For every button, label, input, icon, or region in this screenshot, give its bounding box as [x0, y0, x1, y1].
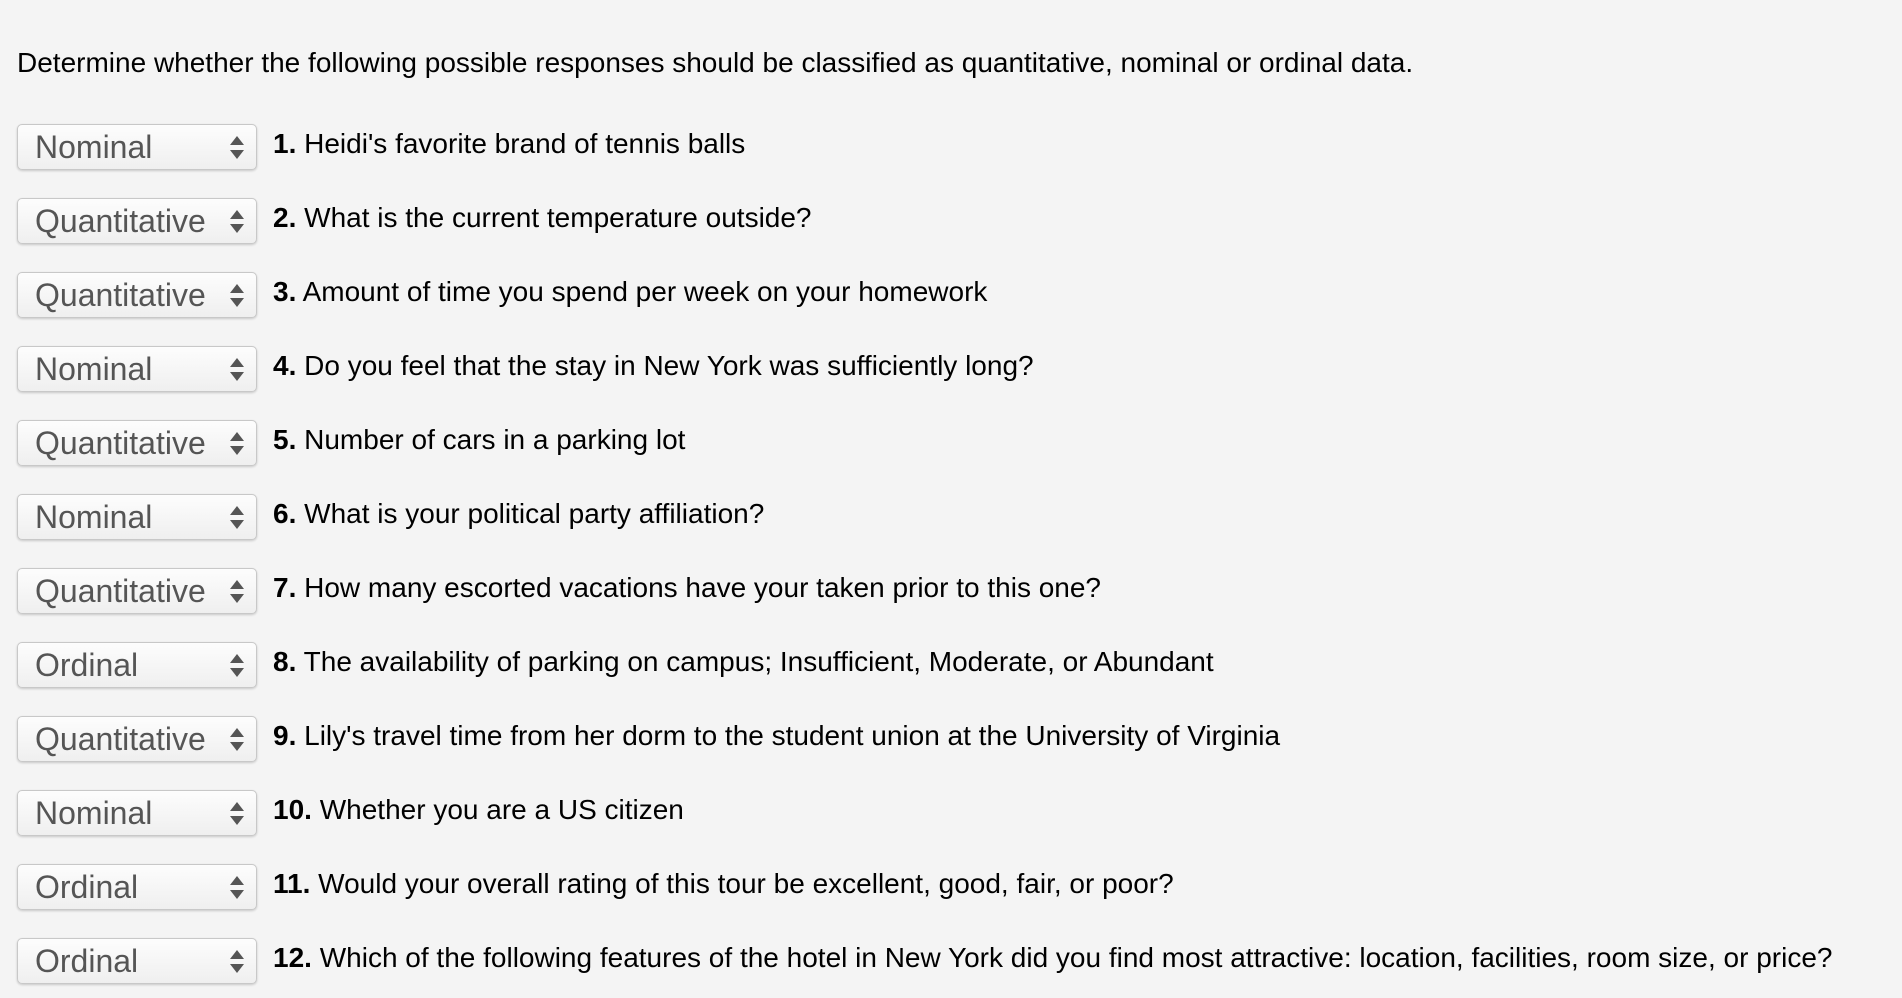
question-text: [273, 275, 987, 309]
question-row: [17, 332, 1892, 406]
select-value: Quantitative: [35, 573, 206, 609]
classification-select-5[interactable]: [17, 420, 257, 466]
select-value: Nominal: [35, 499, 153, 535]
classification-select-8[interactable]: [17, 642, 257, 688]
classification-select-7[interactable]: [17, 568, 257, 614]
select-value: Nominal: [35, 351, 153, 387]
classification-select-3[interactable]: [17, 272, 257, 318]
question-number: 5.: [273, 424, 297, 455]
question-number: 7.: [273, 572, 297, 603]
classification-select-6[interactable]: [17, 494, 257, 540]
question-number: 3.: [273, 276, 297, 307]
question-text: [273, 127, 745, 161]
question-row: [17, 924, 1892, 998]
question-row: [17, 406, 1892, 480]
question-row: [17, 776, 1892, 850]
question-label: Which of the following features of the hotel in New York did you find most attractive: location, facilities, room size, or price?: [319, 942, 1833, 973]
question-row: [17, 258, 1892, 332]
select-value: Ordinal: [35, 647, 139, 683]
question-label: Number of cars in a parking lot: [304, 424, 686, 455]
question-row: [17, 554, 1892, 628]
up-down-chevron-icon: [230, 946, 244, 976]
classification-select-12[interactable]: [17, 938, 257, 984]
up-down-chevron-icon: [230, 280, 244, 310]
classification-select-4[interactable]: [17, 346, 257, 392]
question-text: [273, 201, 812, 235]
classification-select-10[interactable]: [17, 790, 257, 836]
question-number: 10.: [273, 794, 312, 825]
question-label: Would your overall rating of this tour be excellent, good, fair, or poor?: [318, 868, 1174, 899]
classification-select-2[interactable]: [17, 198, 257, 244]
question-number: 6.: [273, 498, 297, 529]
question-label: Do you feel that the stay in New York was sufficiently long?: [304, 350, 1034, 381]
select-value: Ordinal: [35, 869, 139, 905]
classification-select-9[interactable]: [17, 716, 257, 762]
question-label: How many escorted vacations have your taken prior to this one?: [304, 572, 1102, 603]
up-down-chevron-icon: [230, 206, 244, 236]
select-value: Quantitative: [35, 203, 206, 239]
question-label: The availability of parking on campus; Insufficient, Moderate, or Abundant: [303, 646, 1214, 677]
up-down-chevron-icon: [230, 798, 244, 828]
question-label: What is your political party affiliation?: [304, 498, 765, 529]
select-value: Quantitative: [35, 721, 206, 757]
question-number: 12.: [273, 942, 312, 973]
up-down-chevron-icon: [230, 502, 244, 532]
up-down-chevron-icon: [230, 354, 244, 384]
up-down-chevron-icon: [230, 428, 244, 458]
question-number: 4.: [273, 350, 297, 381]
question-label: What is the current temperature outside?: [304, 202, 812, 233]
classification-select-11[interactable]: [17, 864, 257, 910]
instructions-text: Determine whether the following possible responses should be classified as quantitative, nominal or ordinal data.: [17, 47, 1414, 78]
question-row: [17, 850, 1892, 924]
question-number: 2.: [273, 202, 297, 233]
select-value: Quantitative: [35, 425, 206, 461]
question-label: Whether you are a US citizen: [319, 794, 684, 825]
question-text: [273, 423, 685, 457]
select-value: Quantitative: [35, 277, 206, 313]
up-down-chevron-icon: [230, 724, 244, 754]
select-value: Ordinal: [35, 943, 139, 979]
question-text: [273, 941, 1832, 975]
question-text: [273, 349, 1034, 383]
question-row: [17, 702, 1892, 776]
select-value: Nominal: [35, 129, 153, 165]
question-row: [17, 628, 1892, 702]
question-text: [273, 497, 764, 531]
question-text: [273, 867, 1174, 901]
question-number: 1.: [273, 128, 297, 159]
classification-select-1[interactable]: [17, 124, 257, 170]
question-text: [273, 645, 1214, 679]
question-text: [273, 793, 684, 827]
question-number: 9.: [273, 720, 297, 751]
question-row: [17, 480, 1892, 554]
up-down-chevron-icon: [230, 132, 244, 162]
up-down-chevron-icon: [230, 650, 244, 680]
question-label: Lily's travel time from her dorm to the student union at the University of Virginia: [304, 720, 1281, 751]
question-row: [17, 110, 1892, 184]
question-text: [273, 571, 1101, 605]
question-label: Amount of time you spend per week on your homework: [302, 276, 988, 307]
question-row: [17, 184, 1892, 258]
question-number: 8.: [273, 646, 297, 677]
question-list: [17, 110, 1892, 998]
up-down-chevron-icon: [230, 872, 244, 902]
question-number: 11.: [273, 868, 311, 899]
question-label: Heidi's favorite brand of tennis balls: [304, 128, 746, 159]
up-down-chevron-icon: [230, 576, 244, 606]
select-value: Nominal: [35, 795, 153, 831]
question-text: [273, 719, 1280, 753]
